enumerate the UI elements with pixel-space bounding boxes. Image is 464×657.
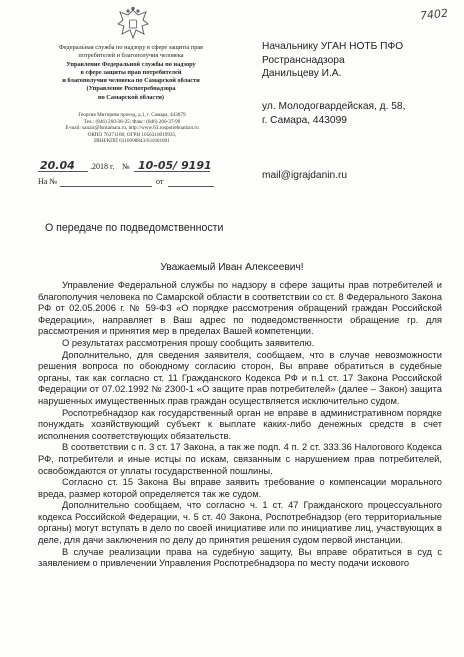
- reference-no-label: На №: [38, 177, 57, 186]
- header-line: Федеральная служба по надзору в сфере защиты прав: [58, 44, 204, 51]
- body-paragraph: О результатах рассмотрения прошу сообщить заявителю.: [62, 337, 315, 348]
- contact-line: ИНН/КПП 6316098843/631601001: [94, 138, 170, 145]
- registration-number: 10-05/ 9191: [138, 159, 212, 172]
- letter-body: [38, 280, 442, 570]
- recipient-block: [262, 40, 403, 81]
- body-paragraph: Дополнительно сообщаем, что согласно ч. 1 ст. 47 Гражданского процессуального кодекса Российской Федерации, ч. 5 ст. 40 Закона, Роспотребнадзор (его территориальные органы) могут вступать в дело по своей инициативе или по инициативе лиц, участвующих в деле, для дачи заключения по делу до принятия решения судом первой инстанции.: [38, 500, 442, 546]
- header-line: потребителей и благополучия человека: [78, 52, 184, 60]
- recipient-line: Данильцеву И.А.: [262, 68, 342, 79]
- body-paragraph: Дополнительно, для сведения заявителя, сообщаем, что в случае невозможности решения вопроса по обоюдному согласию сторон, Вы вправе обратиться в судебные органы, так как согласно ст. 11 Гражданского Кодекса РФ и п.1 ст. 17 Закона Российской Федерации от 07.02.1992 № 2300-1 «О защите прав потребителей» (далее – Закон) защита нарушенных имущественных прав граждан осуществляется исключительно судом.: [38, 349, 442, 406]
- sender-header: [20, 44, 242, 102]
- body-paragraph: В случае реализации права на судебную защиту, Вы вправе обратиться в суд с заявлением о привлечении Управления Роспотребнадзора по месту подачи искового: [38, 546, 442, 569]
- contact-line: ОКПО 76371168, ОГРН 1056316019935,: [87, 131, 177, 138]
- header-line: Управление Федеральной службы по надзору: [66, 60, 196, 68]
- handwritten-note: 7402: [419, 6, 449, 23]
- header-line: и благополучия человека по Самарской области: [62, 77, 200, 85]
- contact-line: E-mail: sanzir@fsnsamara.ru, http://www.63.rospotrebnadzor.ru: [65, 125, 199, 132]
- recipient-line: Ространснадзора: [262, 54, 345, 66]
- recipient-line: Начальнику УГАН НОТБ ПФО: [262, 41, 404, 52]
- header-line: в сфере защиты прав потребителей: [80, 68, 182, 76]
- body-paragraph: Согласно ст. 15 Закона Вы вправе заявить требование о компенсации морального вреда, размер которой определяется так же судом.: [38, 477, 442, 499]
- recipient-address: [262, 100, 405, 127]
- contact-line: Георгия Митирева проезд, д.1, г. Самара, 443079: [78, 112, 186, 118]
- letter-subject: О передаче по подведомственности: [45, 222, 224, 234]
- body-paragraph: В соответствии с п. 3 ст. 17 Закона, а так же подп. 4 п. 2 ст. 333.36 Налогового Кодекса РФ, потребители и иные истцы по искам, связанным с нарушением прав потребителей, освобождаются от уплаты государственной пошлины.: [38, 442, 442, 476]
- body-paragraph: Управление Федеральной службы по надзору в сфере защиты прав потребителей и благополучия человека по Самарской области в соответствии со ст. 8 Федерального Закона РФ от 02.05.2006 г. № 59-ФЗ «О порядке рассмотрения обращений граждан Российской Федерации», направляет в Ваш адрес по подведомственности обращение гр. для рассмотрения и принятия мер в пределах Вашей компетенции.: [38, 280, 442, 337]
- registration-no-label: №: [122, 162, 130, 171]
- registration-block: [38, 157, 248, 189]
- address-line: ул. Молодогвардейская, д. 58,: [262, 101, 406, 112]
- reference-date-label: от: [156, 177, 164, 186]
- registration-year: .2018 г.: [90, 162, 115, 171]
- header-line: (Управление Роспотребнадзора: [86, 85, 176, 93]
- header-line: по Самарской области): [97, 93, 165, 101]
- salutation: Уважаемый Иван Алексеевич!: [160, 262, 304, 273]
- contact-line: Тел.: (846) 260-38-25; Факс: (846) 260-37-99: [83, 118, 181, 125]
- recipient-email: mail@igrajdanin.ru: [262, 170, 348, 181]
- body-paragraph: Роспотребнадзор как государственный орган не вправе в административном порядке понуждать хозяйствующий субъект к выплате каких-либо денежных средств в счет исполнения соответствующих обязательств.: [38, 407, 442, 441]
- address-line: г. Самара, 443099: [262, 114, 347, 126]
- coat-of-arms-emblem-icon: [114, 6, 152, 42]
- registration-date: 20.04: [40, 159, 75, 172]
- sender-contacts: [32, 112, 232, 145]
